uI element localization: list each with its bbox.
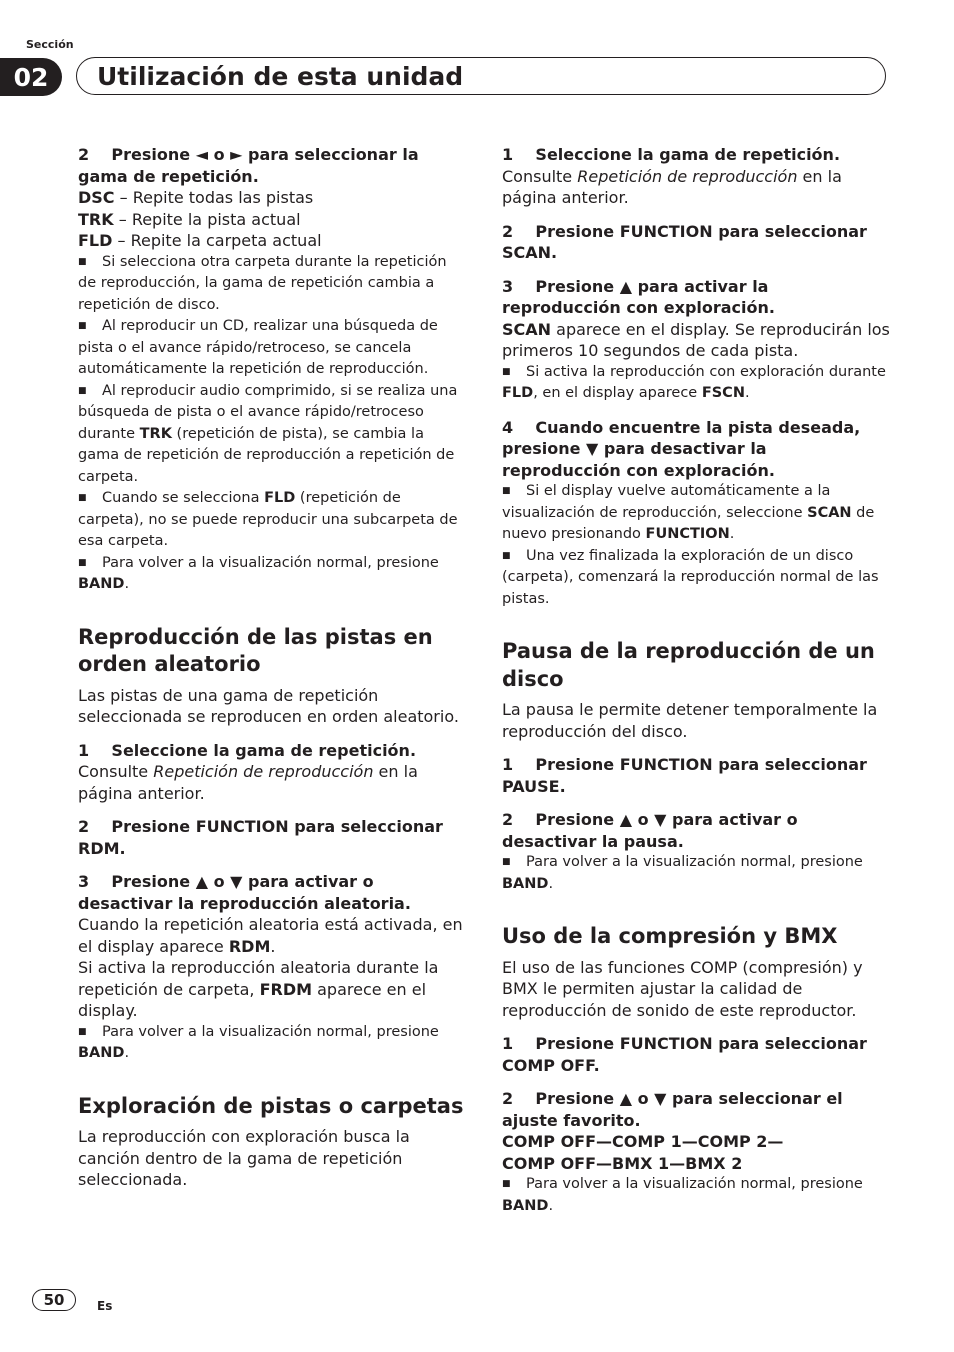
setting-sequence [502, 1131, 890, 1153]
definition: – Repite la carpeta actual [112, 231, 322, 250]
note-text: Al reproducir audio comprimido, si se realiza una búsqueda de pista o el avance rápido/retroceso durante [78, 382, 458, 442]
note-text: Si activa la reproducción con exploración durante [526, 363, 886, 380]
note [78, 553, 466, 596]
step-number: 3 [78, 872, 90, 891]
bullet-icon: ■ [78, 557, 87, 568]
note-term: BAND [502, 875, 549, 892]
note-term: BAND [78, 576, 125, 592]
cross-reference: Repetición de reproducción [153, 762, 374, 781]
note-text: de nuevo presionando [502, 504, 875, 542]
note-text: Para volver a la visualización normal, presione [102, 1023, 439, 1040]
definition: – Repite la pista actual [113, 209, 301, 229]
step [502, 754, 890, 797]
note-term: FLD [264, 490, 296, 506]
bullet-icon: ■ [502, 550, 511, 561]
note-text: (repetición de pista), se cambia la gama de repetición de reproducción a repetición de carpeta. [78, 425, 455, 485]
step-text: Presione ◄ o ► para seleccionar la gama de repetición. [78, 145, 419, 186]
step-text: Presione FUNCTION para seleccionar COMP OFF. [502, 1034, 867, 1075]
display-term: SCAN [502, 319, 552, 339]
note [78, 252, 466, 317]
note [78, 381, 466, 489]
note-text: Una vez finalizada la exploración de un disco (carpeta), comenzará la reproducción normal de las pistas. [502, 547, 879, 607]
step [502, 417, 890, 482]
bullet-icon: ■ [502, 366, 511, 377]
setting-sequence-line: COMP OFF—BMX 1—BMX 2 [502, 1153, 743, 1173]
note-text: (repetición de carpeta), no se puede reproducir una subcarpeta de esa carpeta. [78, 490, 458, 549]
step [78, 816, 466, 859]
bullet-icon: ■ [78, 256, 87, 267]
step [502, 1033, 890, 1076]
note-term: FUNCTION [645, 526, 730, 542]
step-number: 2 [78, 145, 90, 164]
chapter-title [76, 57, 886, 95]
step-number: 2 [78, 817, 90, 836]
note-text: Cuando se selecciona [102, 490, 265, 506]
note-text: Para volver a la visualización normal, presione [102, 554, 439, 571]
display-term: FRDM [259, 979, 313, 999]
note [78, 316, 466, 381]
setting-sequence [502, 1153, 890, 1175]
step-body [78, 761, 466, 804]
section-number-badge: 02 [0, 58, 62, 96]
body-text: aparece en el display. Se reproducirán los primeros 10 segundos de cada pista. [502, 319, 890, 360]
definition: – Repite todas las pistas [114, 188, 314, 207]
note-text: Si selecciona otra carpeta durante la repetición de reproducción, la gama de repetición cambia a repetición de disco. [78, 253, 447, 313]
section-heading-pause: Pausa de la reproducción de un disco [502, 639, 875, 691]
section-label: Sección [26, 38, 74, 51]
note-text: . [124, 576, 130, 592]
body-text: . [270, 936, 276, 956]
step-number: 1 [78, 740, 90, 760]
bullet-icon: ■ [502, 486, 511, 496]
step-text: Presione ▲ para activar la reproducción con exploración. [502, 276, 775, 317]
step-body [502, 319, 890, 362]
step-number: 2 [502, 221, 514, 241]
note-text: Para volver a la visualización normal, presione [526, 1176, 863, 1192]
note-text: , en el display aparece [533, 385, 702, 401]
note-text: . [729, 526, 735, 542]
note [78, 488, 466, 553]
step-text: Presione ▲ o ▼ para seleccionar el ajuste favorito. [502, 1089, 843, 1130]
bullet-icon: ■ [502, 1179, 511, 1189]
note [502, 362, 890, 405]
definition-dsc [78, 187, 466, 209]
step-text: Cuando encuentre la pista deseada, presione ▼ para desactivar la reproducción con exploración. [502, 417, 861, 480]
body-text: en la página anterior. [78, 762, 418, 803]
step-text: Seleccione la gama de repetición. [111, 740, 417, 760]
body-text: Consulte [78, 762, 154, 781]
note-text: Para volver a la visualización normal, presione [526, 854, 863, 870]
step-number: 3 [502, 276, 514, 296]
step [502, 276, 890, 319]
term: FLD [78, 231, 113, 250]
note-term: FLD [502, 385, 534, 401]
step-text: Presione FUNCTION para seleccionar PAUSE. [502, 755, 867, 796]
step-text: Presione FUNCTION para seleccionar SCAN. [502, 221, 867, 262]
bullet-icon: ■ [78, 1026, 87, 1037]
body-text: Cuando la repetición aleatoria está activada, en el display aparece [78, 915, 463, 956]
step [502, 1088, 890, 1131]
section-heading-compression: Uso de la compresión y BMX [502, 924, 838, 948]
left-column [78, 144, 466, 1191]
note [78, 1022, 466, 1065]
setting-sequence-line: COMP OFF—COMP 1—COMP 2— [502, 1132, 784, 1151]
step-number: 1 [502, 1034, 514, 1053]
step-number: 1 [502, 755, 514, 774]
bullet-icon: ■ [78, 321, 87, 331]
note-term: FSCN [701, 385, 745, 401]
step-text: Presione ▲ o ▼ para activar o desactivar la pausa. [502, 810, 798, 851]
note-text: . [548, 875, 554, 892]
note-text: . [548, 1197, 554, 1214]
step-text: Presione FUNCTION para seleccionar RDM. [78, 817, 443, 858]
step-number: 4 [502, 417, 514, 437]
note [502, 546, 890, 611]
definition-trk [78, 209, 466, 231]
note-term: SCAN [807, 504, 852, 521]
note-text: . [744, 385, 750, 401]
step [78, 740, 466, 762]
step-body [502, 166, 890, 209]
step-number: 1 [502, 145, 514, 164]
term: TRK [78, 209, 114, 229]
note-text: Si el display vuelve automáticamente a la visualización de reproducción, seleccione [502, 483, 831, 521]
step-body [78, 914, 466, 957]
note-term: BAND [78, 1045, 125, 1061]
section-intro: Las pistas de una gama de repetición seleccionada se reproducen en orden aleatorio. [78, 685, 459, 726]
chapter-title-text: Utilización de esta unidad [97, 61, 464, 91]
section-intro: La reproducción con exploración busca la canción dentro de la gama de repetición seleccionada. [78, 1127, 410, 1189]
step [78, 871, 466, 914]
step [78, 144, 466, 187]
body-text: en la página anterior. [502, 166, 842, 207]
section-intro: El uso de las funciones COMP (compresión) y BMX le permiten ajustar la calidad de reproducción de sonido de este reproductor. [502, 957, 863, 1020]
section-intro: La pausa le permite detener temporalmente la reproducción del disco. [502, 700, 878, 741]
definition-fld [78, 230, 466, 252]
note [502, 481, 890, 546]
step-text: Seleccione la gama de repetición. [535, 145, 841, 164]
note-term: BAND [502, 1197, 549, 1214]
language-code: Es [97, 1299, 113, 1313]
section-heading-random: Reproducción de las pistas en orden aleatorio [78, 624, 433, 676]
display-term: RDM [228, 936, 271, 956]
body-text: Consulte [502, 166, 578, 186]
section-heading-scan: Exploración de pistas o carpetas [78, 1093, 464, 1118]
note-term: TRK [139, 425, 172, 442]
step [502, 221, 890, 264]
body-text: aparece en el display. [78, 979, 427, 1020]
note-text: . [124, 1045, 130, 1061]
note [502, 852, 890, 895]
term: DSC [78, 188, 115, 207]
step [502, 144, 890, 166]
step-number: 2 [502, 810, 514, 829]
step [502, 809, 890, 852]
bullet-icon: ■ [78, 493, 87, 503]
bullet-icon: ■ [502, 857, 511, 867]
step-number: 2 [502, 1089, 514, 1108]
note [502, 1174, 890, 1217]
page-number: 50 [32, 1289, 76, 1311]
note-text: Al reproducir un CD, realizar una búsqueda de pista o el avance rápido/retroceso, se cancela automáticamente la repetición de reproducción. [78, 318, 438, 377]
body-text: Si activa la reproducción aleatoria durante la repetición de carpeta, [78, 958, 439, 999]
right-column [502, 144, 890, 1217]
step-body [78, 957, 466, 1022]
cross-reference: Repetición de reproducción [577, 166, 798, 186]
step-text: Presione ▲ o ▼ para activar o desactivar la reproducción aleatoria. [78, 872, 411, 913]
bullet-icon: ■ [78, 385, 87, 396]
